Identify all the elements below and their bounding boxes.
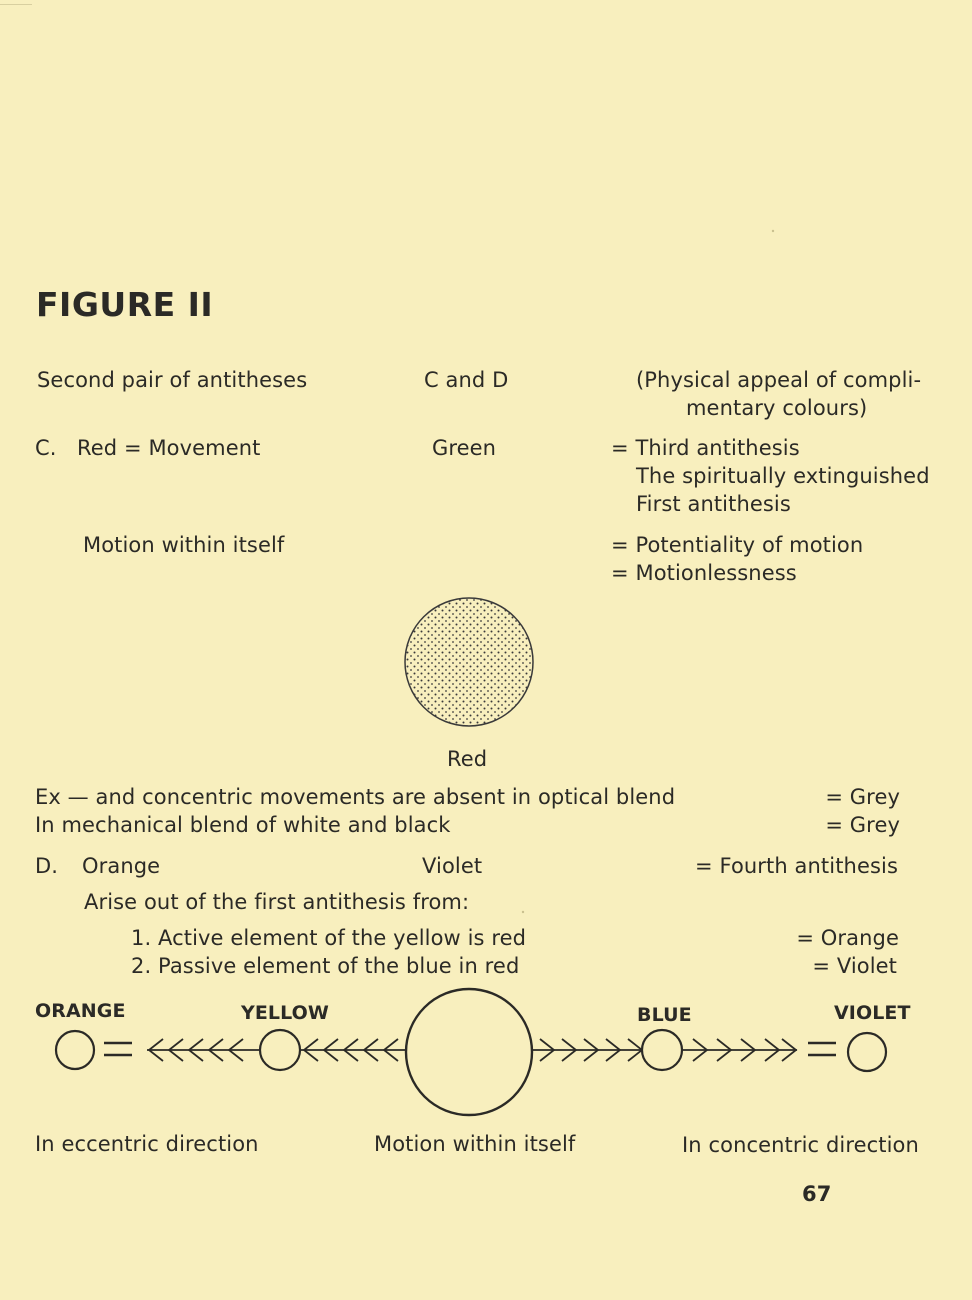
- section-d-label: D.: [35, 854, 59, 878]
- section-c-middle: Green: [432, 436, 497, 460]
- section-c-right-line3: First antithesis: [636, 492, 791, 516]
- red-circle: [406, 989, 532, 1115]
- bottom-middle: Motion within itself: [374, 1132, 576, 1156]
- blue-circle: [642, 1030, 682, 1070]
- section-c-left: Red = Movement: [77, 436, 261, 460]
- section-c-label: C.: [35, 436, 57, 460]
- blend-line2: In mechanical blend of white and black: [35, 813, 451, 837]
- bottom-right: In concentric direction: [682, 1133, 919, 1157]
- header-right-line2: mentary colours): [686, 396, 868, 420]
- item-2: 2. Passive element of the blue in red: [131, 954, 520, 978]
- header-right-line1: (Physical appeal of compli-: [636, 368, 922, 392]
- motion-right-line2: = Motionlessness: [611, 561, 797, 585]
- header-left: Second pair of antitheses: [37, 368, 308, 392]
- figure-title: FIGURE II: [36, 285, 214, 324]
- section-d-left: Orange: [82, 854, 161, 878]
- item-1-right: = Orange: [796, 926, 899, 950]
- orange-circle: [56, 1031, 94, 1069]
- arise-line: Arise out of the first antithesis from:: [84, 890, 470, 914]
- stippled-red-circle: [405, 598, 533, 726]
- motion-left: Motion within itself: [83, 533, 285, 557]
- section-d-middle: Violet: [422, 854, 483, 878]
- label-violet: VIOLET: [834, 1002, 911, 1024]
- yellow-circle: [260, 1030, 300, 1070]
- label-blue: BLUE: [637, 1004, 692, 1026]
- bottom-left: In eccentric direction: [35, 1132, 259, 1156]
- circle-caption: Red: [447, 747, 488, 771]
- header-middle: C and D: [424, 368, 509, 392]
- violet-circle: [848, 1033, 886, 1071]
- section-c-right-line2: The spiritually extinguished: [636, 464, 930, 488]
- section-c-right-line1: = Third antithesis: [611, 436, 800, 460]
- item-2-right: = Violet: [812, 954, 897, 978]
- blend-line1: Ex — and concentric movements are absent in optical blend: [35, 785, 676, 809]
- page-number: 67: [802, 1182, 832, 1206]
- blend-line2-right: = Grey: [825, 813, 900, 837]
- motion-right-line1: = Potentiality of motion: [611, 533, 864, 557]
- section-d-right: = Fourth antithesis: [695, 854, 898, 878]
- label-yellow: YELLOW: [241, 1002, 329, 1024]
- blend-line1-right: = Grey: [825, 785, 900, 809]
- label-orange: ORANGE: [35, 1000, 126, 1022]
- item-1: 1. Active element of the yellow is red: [131, 926, 527, 950]
